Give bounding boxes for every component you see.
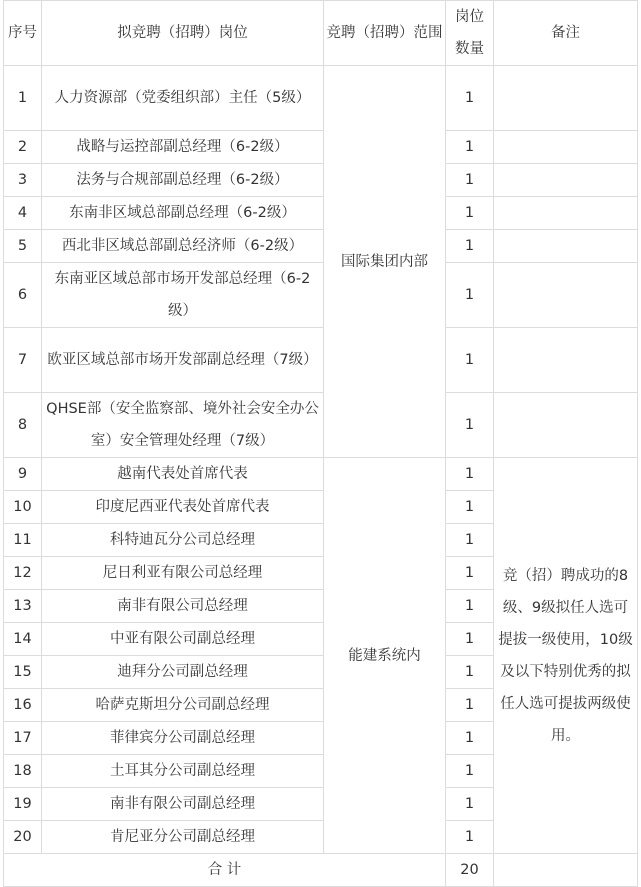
table-row xyxy=(4,131,638,164)
count-cell: 1 xyxy=(446,788,494,821)
position-cell: 越南代表处首席代表 xyxy=(42,458,324,491)
count-cell: 1 xyxy=(446,393,494,458)
position-cell: 迪拜分公司副总经理 xyxy=(42,656,324,689)
seq-cell: 3 xyxy=(4,164,42,197)
count-cell: 1 xyxy=(446,524,494,557)
seq-cell: 17 xyxy=(4,722,42,755)
remark-cell-empty xyxy=(494,164,638,197)
seq-cell: 15 xyxy=(4,656,42,689)
remark-cell-empty xyxy=(494,328,638,393)
seq-cell: 19 xyxy=(4,788,42,821)
count-cell: 1 xyxy=(446,458,494,491)
position-cell: 南非有限公司总经理 xyxy=(42,590,324,623)
position-cell: 东南非区域总部副总经理（6-2级） xyxy=(42,197,324,230)
seq-cell: 10 xyxy=(4,491,42,524)
position-cell: 法务与合规部副总经理（6-2级） xyxy=(42,164,324,197)
position-cell: 中亚有限公司副总经理 xyxy=(42,623,324,656)
position-cell: 科特迪瓦分公司总经理 xyxy=(42,524,324,557)
seq-cell: 16 xyxy=(4,689,42,722)
seq-cell: 14 xyxy=(4,623,42,656)
table-row xyxy=(4,66,638,131)
table-row xyxy=(4,164,638,197)
header-seq: 序号 xyxy=(4,1,42,66)
position-cell: 哈萨克斯坦分公司副总经理 xyxy=(42,689,324,722)
seq-cell: 5 xyxy=(4,230,42,263)
seq-cell: 6 xyxy=(4,263,42,328)
table-body xyxy=(4,66,638,887)
position-cell: 东南亚区域总部市场开发部总经理（6-2级） xyxy=(42,263,324,328)
count-cell: 1 xyxy=(446,821,494,854)
seq-cell: 2 xyxy=(4,131,42,164)
total-label: 合 计 xyxy=(4,854,446,887)
seq-cell: 9 xyxy=(4,458,42,491)
position-cell: 土耳其分公司副总经理 xyxy=(42,755,324,788)
scope-cell-energy-system: 能建系统内 xyxy=(324,458,446,854)
position-cell: 南非有限公司副总经理 xyxy=(42,788,324,821)
count-cell: 1 xyxy=(446,689,494,722)
count-cell: 1 xyxy=(446,263,494,328)
header-position: 拟竞聘（招聘）岗位 xyxy=(42,1,324,66)
position-cell: 战略与运控部副总经理（6-2级） xyxy=(42,131,324,164)
position-cell: 西北非区域总部副总经济师（6-2级） xyxy=(42,230,324,263)
seq-cell: 4 xyxy=(4,197,42,230)
position-cell: 菲律宾分公司副总经理 xyxy=(42,722,324,755)
remark-cell-empty xyxy=(494,66,638,131)
position-cell: 人力资源部（党委组织部）主任（5级） xyxy=(42,66,324,131)
remark-cell-empty xyxy=(494,230,638,263)
remark-cell-empty xyxy=(494,393,638,458)
seq-cell: 12 xyxy=(4,557,42,590)
count-cell: 1 xyxy=(446,590,494,623)
table-row xyxy=(4,393,638,458)
remark-cell: 竞（招）聘成功的8级、9级拟任人选可提拔一级使用，10级及以下特别优秀的拟任人选可提拔两级使用。 xyxy=(494,458,638,854)
count-cell: 1 xyxy=(446,722,494,755)
remark-cell-empty xyxy=(494,263,638,328)
count-cell: 1 xyxy=(446,164,494,197)
count-cell: 1 xyxy=(446,230,494,263)
table-row xyxy=(4,328,638,393)
count-cell: 1 xyxy=(446,491,494,524)
table-row xyxy=(4,458,638,491)
seq-cell: 20 xyxy=(4,821,42,854)
count-cell: 1 xyxy=(446,656,494,689)
table-row xyxy=(4,263,638,328)
total-count: 20 xyxy=(446,854,494,887)
position-cell: QHSE部（安全监察部、境外社会安全办公室）安全管理处经理（7级） xyxy=(42,393,324,458)
position-cell: 尼日利亚有限公司总经理 xyxy=(42,557,324,590)
count-cell: 1 xyxy=(446,197,494,230)
count-cell: 1 xyxy=(446,66,494,131)
count-cell: 1 xyxy=(446,131,494,164)
header-scope: 竞聘（招聘）范围 xyxy=(324,1,446,66)
count-cell: 1 xyxy=(446,755,494,788)
scope-cell-international: 国际集团内部 xyxy=(324,66,446,458)
seq-cell: 13 xyxy=(4,590,42,623)
table-row xyxy=(4,230,638,263)
count-cell: 1 xyxy=(446,557,494,590)
seq-cell: 11 xyxy=(4,524,42,557)
header-row xyxy=(4,1,638,66)
seq-cell: 18 xyxy=(4,755,42,788)
header-remark: 备注 xyxy=(494,1,638,66)
count-cell: 1 xyxy=(446,328,494,393)
table-row xyxy=(4,197,638,230)
position-cell: 肯尼亚分公司副总经理 xyxy=(42,821,324,854)
header-count: 岗位数量 xyxy=(446,1,494,66)
seq-cell: 1 xyxy=(4,66,42,131)
position-cell: 印度尼西亚代表处首席代表 xyxy=(42,491,324,524)
position-cell: 欧亚区域总部市场开发部副总经理（7级） xyxy=(42,328,324,393)
seq-cell: 7 xyxy=(4,328,42,393)
remark-cell-empty xyxy=(494,197,638,230)
positions-table xyxy=(3,0,638,887)
remark-cell-empty xyxy=(494,131,638,164)
seq-cell: 8 xyxy=(4,393,42,458)
count-cell: 1 xyxy=(446,623,494,656)
